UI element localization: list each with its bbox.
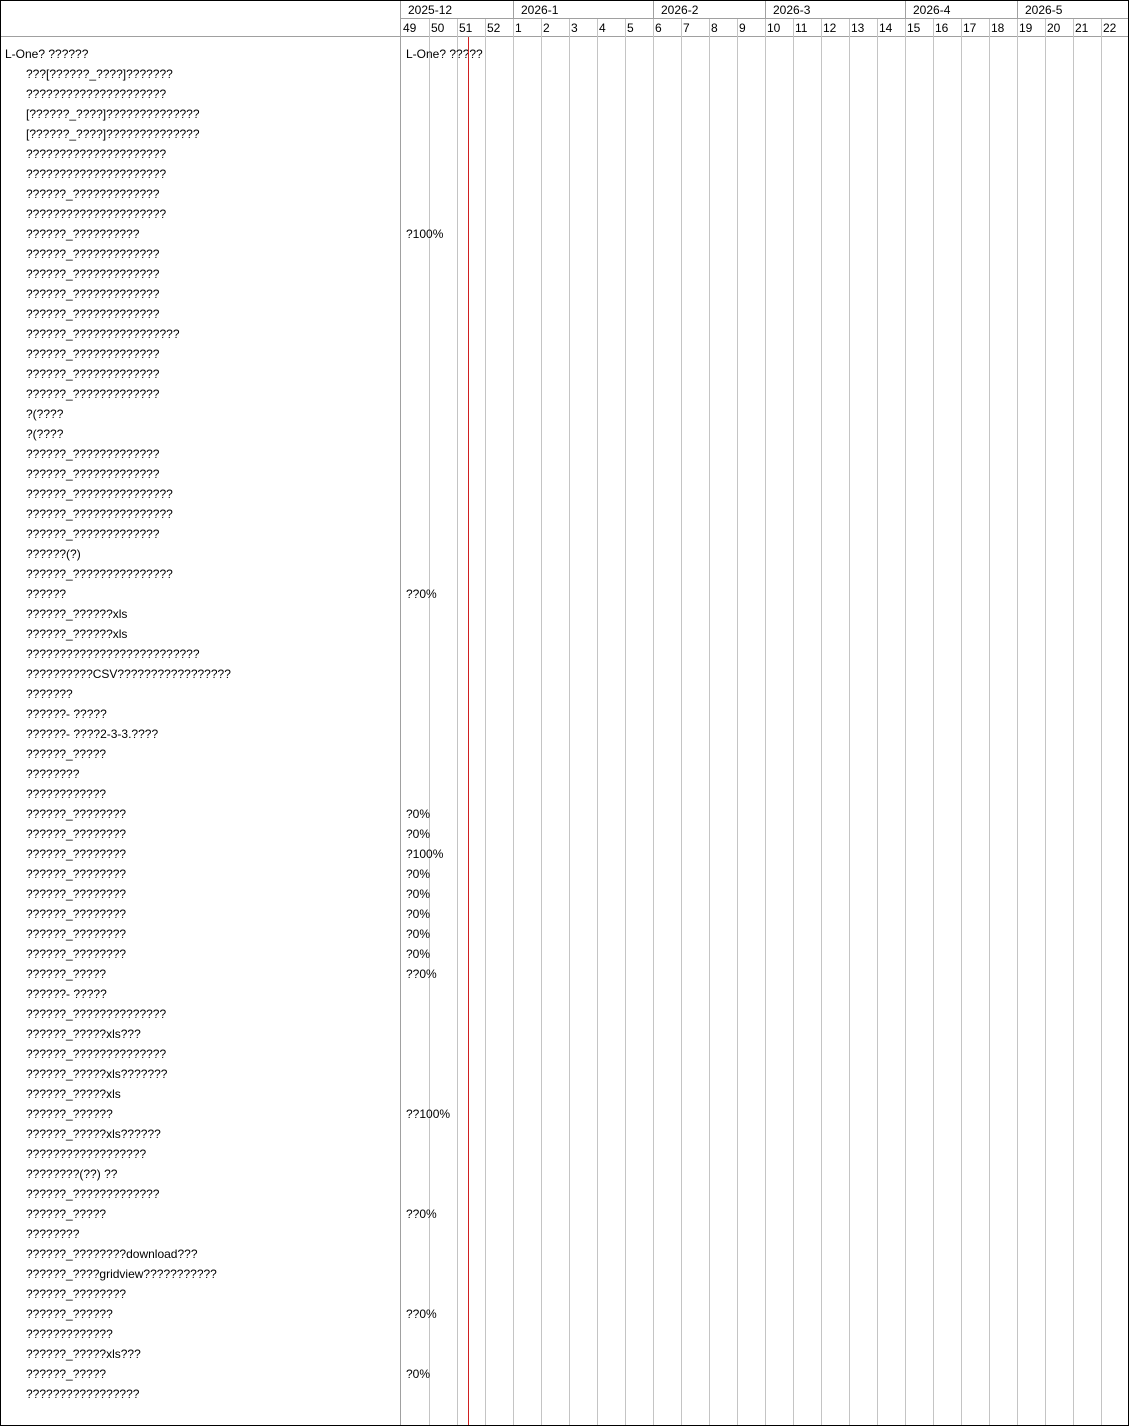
task-row[interactable]: ???????	[26, 687, 73, 701]
task-row[interactable]: ??????_?????????????	[26, 467, 160, 481]
task-row[interactable]: ??????_?????????????	[26, 447, 160, 461]
task-row[interactable]: ??????_????gridview???????????	[26, 1267, 217, 1281]
task-progress-label: ?0%	[406, 807, 431, 821]
task-list-header	[1, 1, 400, 37]
week-label: 49	[403, 21, 417, 35]
week-gridline	[933, 19, 934, 1425]
task-row[interactable]: ??????- ????2-3-3.????	[26, 727, 159, 741]
task-row[interactable]: ??????(?)	[26, 547, 81, 561]
task-progress-label: ??0%	[406, 1307, 437, 1321]
week-gridline	[541, 19, 542, 1425]
week-gridline	[821, 19, 822, 1425]
week-label: 11	[795, 21, 808, 35]
task-progress-label: ?0%	[406, 1367, 431, 1381]
task-row[interactable]: ??????_?????xls??????	[26, 1127, 161, 1141]
task-progress-label: ?100%	[406, 227, 444, 241]
task-row[interactable]: ??????_?????	[26, 967, 107, 981]
task-row[interactable]: ??????_??????xls	[26, 627, 128, 641]
task-row[interactable]: ??????_????????	[26, 847, 127, 861]
week-label: 17	[963, 21, 977, 35]
task-row[interactable]: ??????_?????????????	[26, 1187, 160, 1201]
task-row[interactable]: ????????	[26, 1227, 80, 1241]
week-gridline	[485, 19, 486, 1425]
task-row[interactable]: ??????_?????????????	[26, 247, 160, 261]
task-row[interactable]: ??????_??????????????	[26, 1047, 167, 1061]
task-row[interactable]: ??????_?????	[26, 1207, 107, 1221]
month-label: 2025-12	[408, 3, 453, 17]
week-label: 5	[627, 21, 634, 35]
task-row[interactable]: ??????_?????????????	[26, 387, 160, 401]
task-row[interactable]: ??????_??????	[26, 1307, 113, 1321]
week-label: 21	[1075, 21, 1089, 35]
task-progress-label: ??0%	[406, 587, 437, 601]
week-gridline	[905, 19, 906, 1425]
task-progress-label: ?0%	[406, 827, 431, 841]
task-row[interactable]: [??????_????]??????????????	[26, 107, 200, 121]
task-row[interactable]: ??????_??????xls	[26, 607, 128, 621]
task-progress-label: ?100%	[406, 847, 444, 861]
task-row[interactable]: ???[??????_????]???????	[26, 67, 173, 81]
task-row[interactable]: ??????_?????xls???	[26, 1027, 141, 1041]
task-progress-label: ?0%	[406, 867, 431, 881]
week-label: 10	[767, 21, 781, 35]
week-label: 6	[655, 21, 662, 35]
task-progress-label: ??0%	[406, 967, 437, 981]
task-row[interactable]: ?????????????	[26, 1327, 113, 1341]
week-gridline	[1073, 19, 1074, 1425]
task-row[interactable]: ??????_??????????????	[26, 1007, 167, 1021]
task-row[interactable]: ?????????????????????	[26, 207, 167, 221]
week-gridline	[1101, 19, 1102, 1425]
task-row[interactable]: ??????_??????????	[26, 227, 140, 241]
week-gridline	[513, 19, 514, 1425]
week-label: 16	[935, 21, 949, 35]
week-gridline	[597, 19, 598, 1425]
task-row[interactable]: ??????_?????	[26, 1367, 107, 1381]
task-progress-label: L-One? ?????	[406, 47, 483, 61]
week-label: 22	[1103, 21, 1117, 35]
task-row[interactable]: ?????????????????????	[26, 167, 167, 181]
task-row[interactable]: ??????????CSV?????????????????	[26, 667, 231, 681]
week-gridline	[625, 19, 626, 1425]
month-label: 2026-2	[653, 1, 765, 19]
task-row[interactable]: ??????_???????????????	[26, 487, 173, 501]
week-label: 12	[823, 21, 837, 35]
task-row[interactable]: ??????????????????	[26, 1147, 147, 1161]
timeline-pane	[401, 1, 1128, 1425]
task-row[interactable]: [??????_????]??????????????	[26, 127, 200, 141]
task-row[interactable]: ??????_?????????????	[26, 527, 160, 541]
task-row[interactable]: ??????_?????????????	[26, 307, 160, 321]
task-row[interactable]: ??????_?????xls???????	[26, 1067, 168, 1081]
task-row[interactable]: ??????_???????????????	[26, 507, 173, 521]
week-label: 2	[543, 21, 550, 35]
task-row[interactable]: ??????_?????????????	[26, 367, 160, 381]
week-label: 51	[459, 21, 473, 35]
task-row[interactable]: ??????_?????xls	[26, 1087, 121, 1101]
task-progress-label: ??0%	[406, 1207, 437, 1221]
week-gridline	[681, 19, 682, 1425]
task-row[interactable]: ??????_????????	[26, 947, 127, 961]
week-label: 14	[879, 21, 893, 35]
task-row[interactable]: ??????_?????xls???	[26, 1347, 141, 1361]
week-gridline	[1017, 19, 1018, 1425]
week-gridline	[1045, 19, 1046, 1425]
week-gridline	[765, 19, 766, 1425]
task-row[interactable]: ??????_?????????????	[26, 267, 160, 281]
week-label: 3	[571, 21, 578, 35]
week-gridline	[709, 19, 710, 1425]
task-row[interactable]: ??????????????????????????	[26, 647, 200, 661]
week-label: 18	[991, 21, 1005, 35]
week-label: 19	[1019, 21, 1033, 35]
task-row[interactable]: ??????_?????????????	[26, 187, 160, 201]
month-label: 2026-4	[905, 1, 1017, 19]
task-progress-label: ?0%	[406, 887, 431, 901]
month-header-row	[401, 1, 1128, 19]
week-label: 1	[515, 21, 522, 35]
task-row[interactable]: ??????_?????????????	[26, 347, 160, 361]
task-row[interactable]: ?????????????????????	[26, 147, 167, 161]
week-label: 50	[431, 21, 445, 35]
task-row[interactable]: ??????_?????	[26, 747, 107, 761]
week-label: 7	[683, 21, 690, 35]
month-label: 2026-1	[513, 1, 653, 19]
task-row[interactable]: ????????	[26, 767, 80, 781]
task-row[interactable]: ??????_????????	[26, 1287, 127, 1301]
month-label: 2026-3	[765, 1, 905, 19]
week-label: 4	[599, 21, 606, 35]
task-row[interactable]: ????????????	[26, 787, 107, 801]
week-label: 9	[739, 21, 746, 35]
week-gridline	[849, 19, 850, 1425]
task-row[interactable]: ??????_???????????????	[26, 567, 173, 581]
week-gridline	[989, 19, 990, 1425]
task-row[interactable]: ??????_??????	[26, 1107, 113, 1121]
task-progress-label: ??100%	[406, 1107, 451, 1121]
week-gridline	[877, 19, 878, 1425]
task-row[interactable]: ??????_????????	[26, 807, 127, 821]
task-list-pane	[1, 1, 401, 1425]
task-row[interactable]: ????????(??) ??	[26, 1167, 118, 1181]
task-row[interactable]: ??????_????????	[26, 867, 127, 881]
task-progress-label: ?0%	[406, 947, 431, 961]
week-gridline	[569, 19, 570, 1425]
task-progress-label: ?0%	[406, 927, 431, 941]
task-row[interactable]: ??????_????????download???	[26, 1247, 198, 1261]
task-row[interactable]: ??????_????????????????	[26, 327, 180, 341]
task-row-root[interactable]: L-One? ??????	[5, 47, 89, 61]
task-row[interactable]: ??????_????????	[26, 827, 127, 841]
task-row[interactable]: ??????_????????	[26, 907, 127, 921]
task-progress-label: ?0%	[406, 907, 431, 921]
week-gridline	[737, 19, 738, 1425]
task-row[interactable]: ??????_????????	[26, 927, 127, 941]
week-label: 20	[1047, 21, 1061, 35]
month-label: 2026-5	[1017, 1, 1129, 19]
week-label: 15	[907, 21, 921, 35]
today-marker-line	[468, 37, 469, 1425]
task-row[interactable]: ??????_????????	[26, 887, 127, 901]
task-row[interactable]: ??????_?????????????	[26, 287, 160, 301]
task-row[interactable]: ?(????	[26, 407, 64, 421]
week-label: 13	[851, 21, 865, 35]
task-row[interactable]: ?????????????????	[26, 1387, 140, 1401]
week-gridline	[793, 19, 794, 1425]
week-gridline	[961, 19, 962, 1425]
task-row[interactable]: ??????- ?????	[26, 707, 107, 721]
week-label: 52	[487, 21, 501, 35]
task-row[interactable]: ??????- ?????	[26, 987, 107, 1001]
week-gridline	[457, 19, 458, 1425]
task-row[interactable]: ?(????	[26, 427, 64, 441]
task-row[interactable]: ?????????????????????	[26, 87, 167, 101]
week-label: 8	[711, 21, 718, 35]
week-gridline	[653, 19, 654, 1425]
task-row[interactable]: ??????	[26, 587, 67, 601]
